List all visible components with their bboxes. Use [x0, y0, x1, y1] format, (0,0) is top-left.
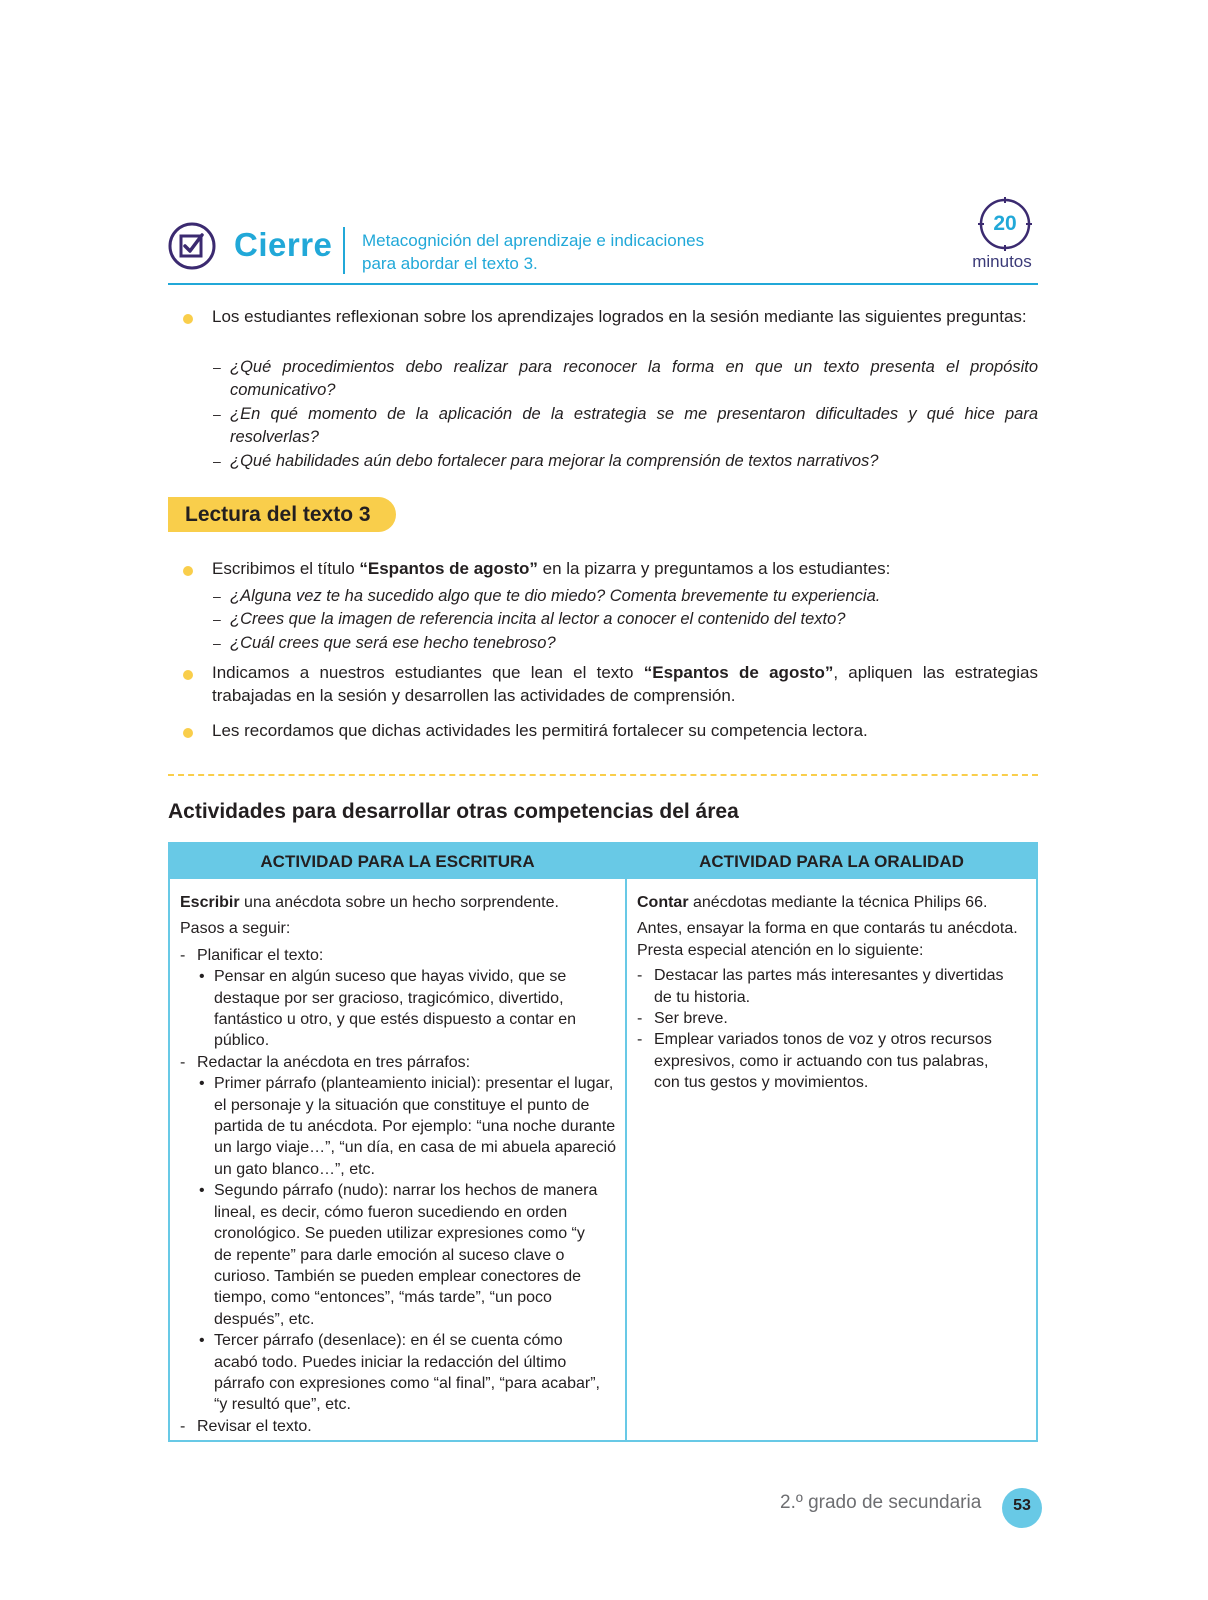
cierre-question-2: [213, 403, 1038, 449]
lectura-question-2: [213, 608, 1038, 631]
item-text: Escribimos el título: [212, 559, 360, 578]
dot-marker: •: [199, 1075, 205, 1093]
dash-marker: -: [637, 967, 643, 985]
lectura-item-3: Les recordamos que dichas actividades les permitirá fortalecer su competencia lectora.: [212, 721, 868, 740]
sub-text: Segundo párrafo (nudo): narrar los hechos de manera lineal, es decir, cómo fueron sucediendo en orden cronológico. Se pueden utilizar expresiones como “y de repente” para darle emoción al suceso clave o curioso. También se pueden emplear conectores de tiempo, como “entonces”, “más tarde”, “un poco después”, etc.: [214, 1182, 598, 1328]
bullet-icon: [183, 566, 193, 576]
item-text: Destacar las partes más interesantes y divertidas de tu historia.: [654, 967, 1004, 1006]
subtitle-line-1: Metacognición del aprendizaje e indicaciones: [362, 231, 705, 250]
step-1-sub: [180, 966, 620, 1052]
header-separator: [343, 227, 345, 274]
page-number: 53: [1013, 1497, 1031, 1514]
dash-marker: –: [213, 588, 221, 604]
cierre-question-1: [213, 356, 1038, 402]
table-column-divider: [625, 842, 627, 1442]
lectura-question-1: [213, 585, 1038, 608]
step-3: [180, 1416, 620, 1437]
step-2: [180, 1052, 620, 1073]
cierre-question-3: [213, 450, 1038, 473]
question-text: ¿Cuál crees que será ese hecho tenebroso?: [230, 634, 556, 652]
dot-marker: •: [199, 968, 205, 986]
item-bold-title: “Espantos de agosto”: [359, 559, 538, 578]
section-title-cierre: Cierre: [234, 226, 333, 263]
lead-verb: Escribir: [180, 894, 240, 911]
step-text: Revisar el texto.: [197, 1417, 312, 1435]
sub-text: Pensar en algún suceso que hayas vivido, que se destaque por ser gracioso, tragicómico, divertido, fantástico u otro, y que estés dispuesto a contar en público.: [214, 968, 576, 1050]
dot-marker: •: [199, 1182, 205, 1200]
footer-grade: 2.º grado de secundaria: [780, 1492, 982, 1513]
oralidad-intro: Antes, ensayar la forma en que contarás tu anécdota. Presta especial atención en lo siguiente:: [637, 920, 1018, 959]
lectura-badge: Lectura del texto 3: [168, 497, 396, 532]
escritura-cell: [180, 892, 620, 1437]
lectura-item-1: [212, 557, 1038, 580]
step-text: Planificar el texto:: [197, 946, 324, 964]
item-bold-title: “Espantos de agosto”: [643, 663, 834, 682]
steps-label: Pasos a seguir:: [180, 920, 291, 938]
lead-verb: Contar: [637, 894, 689, 911]
timer-unit: minutos: [972, 252, 1032, 271]
table-header-oralidad: ACTIVIDAD PARA LA ORALIDAD: [627, 844, 1036, 879]
bullet-icon: [183, 728, 193, 738]
dot-marker: •: [199, 1332, 205, 1350]
dash-marker: -: [637, 1031, 643, 1049]
dash-marker: –: [213, 611, 221, 627]
header-divider: [168, 283, 1038, 285]
item-text: Ser breve.: [654, 1010, 728, 1028]
dash-marker: -: [180, 1417, 186, 1435]
question-text: ¿Qué procedimientos debo realizar para reconocer la forma en que un texto presenta el propósito comunicativo?: [230, 358, 1038, 399]
oralidad-item-3: [637, 1029, 1027, 1093]
bullet-icon: [183, 670, 193, 680]
checkbox-icon: [168, 222, 216, 270]
item-text: , apliquen las estrategias trabajadas en la sesión y desarrollen las actividades de comprensión.: [212, 663, 1038, 705]
sub-text: Primer párrafo (planteamiento inicial): presentar el lugar, el personaje y la situación que constituye el punto de partida de tu anécdota. Por ejemplo: “una noche durante un largo viaje…”, “un día, en casa de mi abuela apareció un gato blanco…”, etc.: [214, 1075, 617, 1178]
lectura-item-2: [212, 661, 1038, 707]
lead-text: anécdotas mediante la técnica Philips 66.: [688, 894, 988, 911]
question-text: ¿Crees que la imagen de referencia incita al lector a conocer el contenido del texto?: [230, 610, 846, 628]
oralidad-item-2: [637, 1008, 1027, 1029]
dashed-divider: [168, 774, 1038, 776]
lectura-question-3: [213, 632, 1038, 655]
escritura-lead: [180, 892, 620, 913]
oralidad-lead: [637, 892, 1027, 913]
step-1: [180, 945, 620, 966]
dash-marker: -: [180, 946, 186, 964]
item-text: Indicamos a nuestros estudiantes que lean el texto: [212, 663, 644, 682]
step-2-sub-1: [180, 1073, 620, 1180]
cierre-intro: Los estudiantes reflexionan sobre los aprendizajes logrados en la sesión mediante las siguientes preguntas:: [212, 307, 1027, 326]
dash-marker: –: [213, 406, 221, 422]
timer-value: 20: [993, 212, 1017, 235]
lead-text: una anécdota sobre un hecho sorprendente.: [239, 894, 559, 911]
actividades-title: Actividades para desarrollar otras competencias del área: [168, 800, 739, 823]
sub-text: Tercer párrafo (desenlace): en él se cuenta cómo acabó todo. Puedes iniciar la redacción del último párrafo con expresiones como “al final”, “para acabar”, “y resultó que”, etc.: [214, 1332, 600, 1414]
subtitle-line-2: para abordar el texto 3.: [362, 254, 538, 273]
oralidad-item-1: [637, 965, 1027, 1008]
question-text: ¿En qué momento de la aplicación de la estrategia se me presentaron dificultades y qué hice para resolverlas?: [230, 405, 1038, 446]
bullet-icon: [183, 314, 193, 324]
table-header-escritura: ACTIVIDAD PARA LA ESCRITURA: [170, 844, 625, 879]
oralidad-cell: [637, 892, 1027, 1094]
question-text: ¿Alguna vez te ha sucedido algo que te dio miedo? Comenta brevemente tu experiencia.: [230, 587, 881, 605]
dash-marker: –: [213, 359, 221, 375]
item-text: en la pizarra y preguntamos a los estudiantes:: [537, 559, 891, 578]
dash-marker: -: [637, 1010, 643, 1028]
dash-marker: –: [213, 453, 221, 469]
question-text: ¿Qué habilidades aún debo fortalecer para mejorar la comprensión de textos narrativos?: [230, 452, 879, 470]
step-2-sub-3: [180, 1330, 620, 1416]
item-text: Emplear variados tonos de voz y otros recursos expresivos, como ir actuando con tus palabras, con tus gestos y movimientos.: [654, 1031, 992, 1092]
step-2-sub-2: [180, 1180, 620, 1330]
header-subtitle: [362, 229, 704, 275]
dash-marker: -: [180, 1053, 186, 1071]
step-text: Redactar la anécdota en tres párrafos:: [197, 1053, 471, 1071]
dash-marker: –: [213, 635, 221, 651]
